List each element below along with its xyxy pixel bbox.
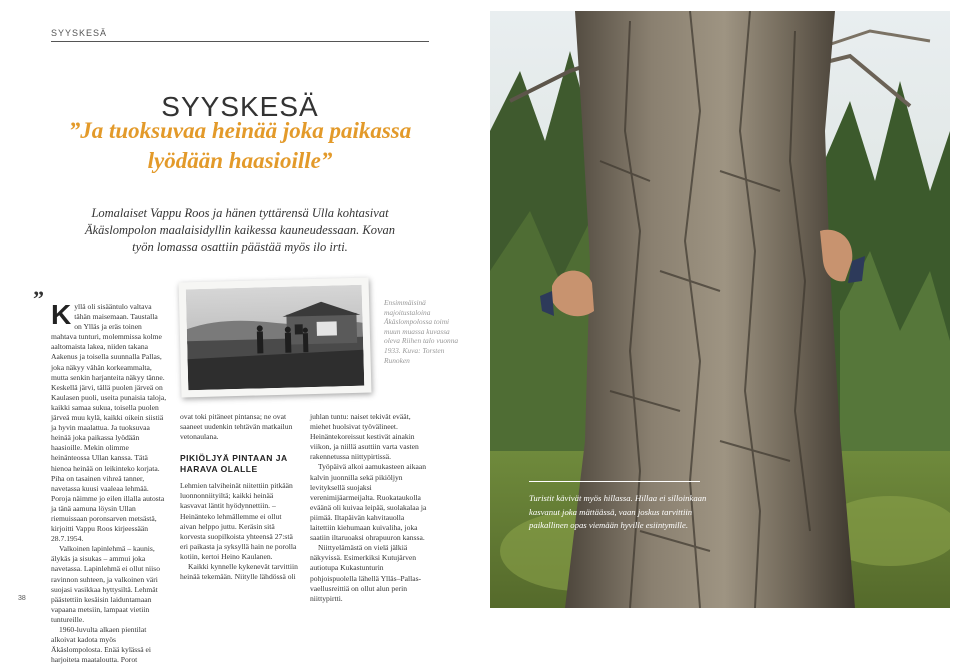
column-3-paragraph-2: Työpäivä alkoi aamukasteen aikaan kalvin juonnilla sekä pikiöljyn levityksellä suojaksi verenimijäarmeijalta. Ruokataukolla eväänä oli kuivaa leipää, suolakalaa ja piimää. Iltapäivän kahvitauolla laitettiin kiehumaan kuivaliha, joka saatiin iltaruoaksi ohrapuuron kanssa. [310, 462, 427, 543]
dropcap: K [51, 299, 72, 330]
column-1-text: yllä oli sisääntulo valtava tähän maisemaan. Taustalla on Ylläs ja eräs toinen mahtava tunturi, molemmissa kolme aaltomaista lakea, niiden takana Aakenus ja toisella suunnalla Pallas, joka näkyy vähän korkeammalta, mutta senkin harjanteita näkyy tänne. Keskellä järvi, tällä puolen järveä on Kaulasen puoli, useita punaisia taloja, kaikki samaa sukua, toisella puolen järveä muu kylä, kaikki oikein siistiä ja hyvin maalattua. Ja tuoksuvaa heinää joka paikassa lyödään haasioille. Mekin olimme heinänteossa Ullan kanssa. Tätä hienoa heinää on leikinteko korjata. Piha on tasainen vihreä tanner, navetassa kuusi vaaleaa lehmää. Poroja näimme jo eilen illalla autosta ja tänä aamuna löysin Ullan riemuissaan poronsarven metsästä, kirjoitti Vappu Roos kirjeessään 28.7.1954. [51, 302, 167, 544]
historic-photo-frame [179, 278, 372, 398]
tree-photo-caption [529, 481, 729, 533]
lead-paragraph: Lomalaiset Vappu Roos ja hänen tyttärensä Ulla kohtasivat Äkäslompolon maalaisidyllin kaikessa kauneudessaan. Kovan työn lomassa osattiin päästää myös ilo irti. [84, 206, 396, 254]
article-column-1 [51, 299, 167, 665]
column-1-paragraph-1 [51, 299, 167, 544]
tree-photo-caption-text: Turistit kävivät myös hillassa. Hillaa ei silloinkaan kasvanut joka mättäässä, vaan joskus tarvittiin paikallinen opas viemään hyville esiintymille. [529, 493, 707, 530]
page-title: SYYSKESÄ [161, 90, 319, 122]
article-column-2 [180, 412, 298, 582]
section-label: SYYSKESÄ [51, 28, 108, 38]
header-rule [51, 41, 429, 42]
historic-farm-photo [186, 285, 365, 391]
article-column-3 [310, 412, 430, 604]
column-1-paragraph-2: Valkoinen lapinlehmä – kaunis, älykäs ja sisukas – ammui joka navetassa. Lapinlehmä ei ollut niiso ravinnon suhteen, ja valkoinen väri suojasi vasikkaa hyttysiltä. Lehmät päästettiin kesäisin laiduntamaan vapaana metsiin, lampaat vietiin tuntureille. [51, 544, 161, 624]
page-number: 38 [18, 595, 26, 602]
column-2-paragraph-2: Lehmien talviheinät niitettiin pitkään luonnonniityiltä; kaikki heinää kasvavat läntit hyödynnettiin. – Heinänteko lehmällemme ei ollut aivan helppo juttu. Keräsin sitä korvesta suopilkoista yhteensä 27:stä eri paikasta ja syksyllä hain ne porolla kotiin, kertoi Heino Kaulanen. [180, 481, 297, 561]
column-2-paragraph-1: ovat toki pitäneet pintansa; ne ovat saaneet uudenkin tehtävän matkailun vetonaulana. [180, 412, 293, 442]
article-subhead: PIKIÖLJYÄ PINTAAN JA HARAVA OLALLE [180, 453, 288, 475]
headline-quote: ”Ja tuoksuvaa heinää joka paikassa lyödään haasioille” [68, 118, 412, 173]
column-2-paragraph-3: Kaikki kynnelle kykenevät tarvittiin heinää tekemään. Niitylle lähdössä oli [180, 562, 298, 582]
historic-photo-caption: Ensimmäisinä majoitustaloina Äkäslompolossa toimi muun muassa kuvassa oleva Riihen talo vuonna 1933. Kuva: Torsten Runoken [384, 298, 459, 365]
column-3-paragraph-3: Niittyelämästä on vielä jälkiä näkyvissä. Esimerkiksi Kutujärven autiotupa Kukastunturin pohjoispuolella lähellä Ylläs–Pallas-vaellusreittiä on ollut alun perin niittypirtti. [310, 543, 422, 603]
column-3-paragraph-1: juhlan tuntu: naiset tekivät eväät, miehet huolsivat työvälineet. Heinäntekoreissut kestivät ainakin viikon, ja niillä asuttiin varta vasten rakennetussa niittypirtissä. [310, 412, 419, 462]
column-1-paragraph-3: 1960-luvulta alkaen pientilat alkoivat kadota myös Äkäslompolosta. Enää kylässä ei harjoiteta maataloutta. Porot [51, 625, 151, 665]
opening-quote-mark: ” [33, 286, 44, 311]
